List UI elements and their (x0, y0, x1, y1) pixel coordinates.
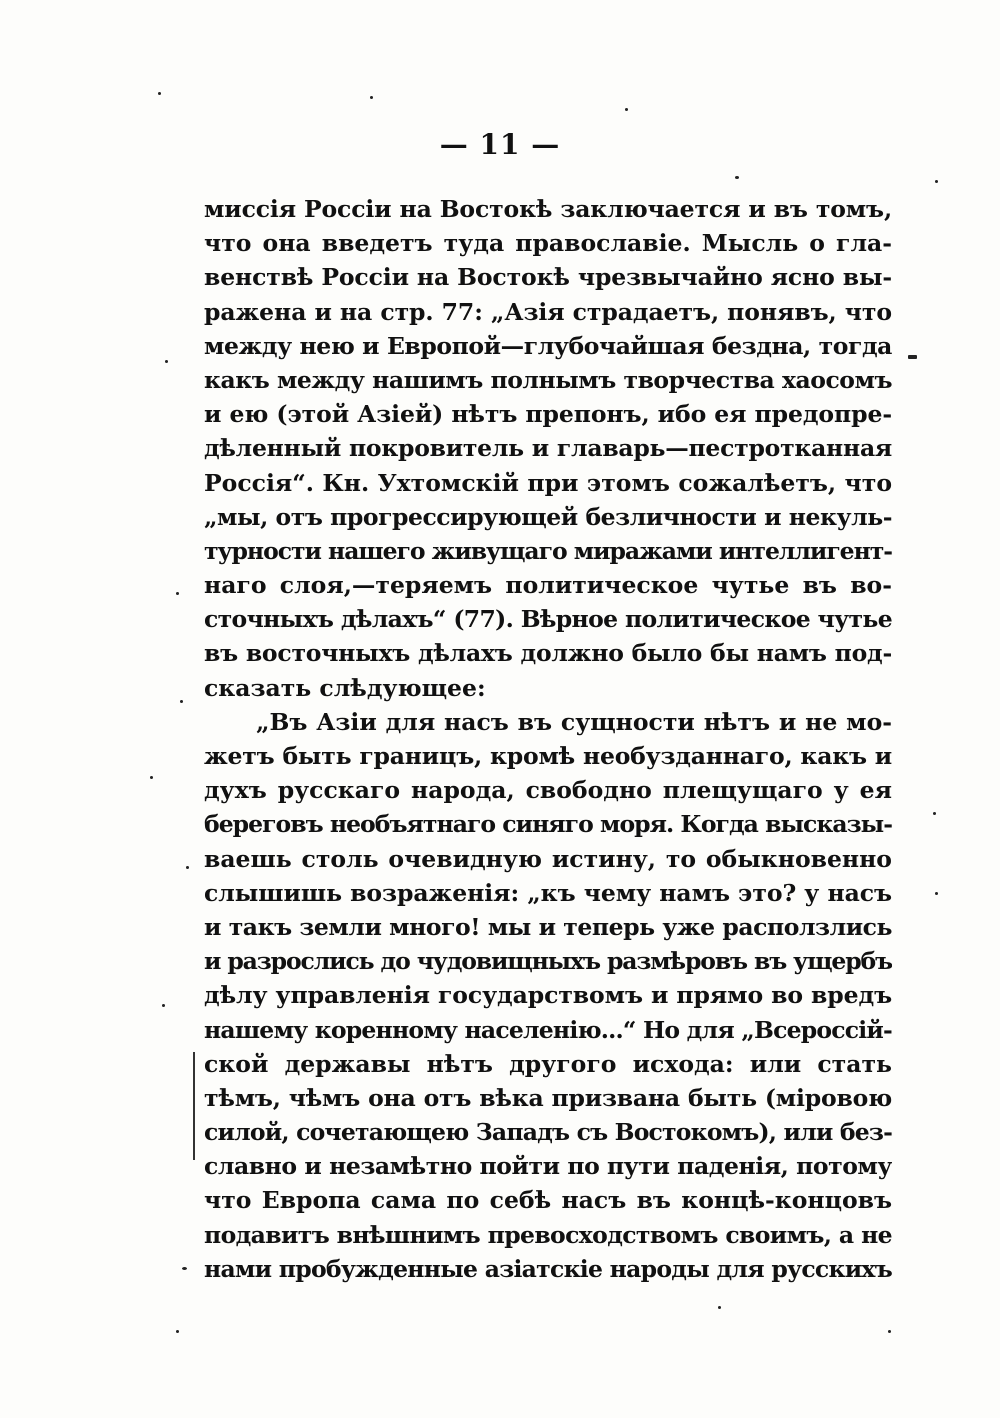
scan-speck (933, 812, 936, 815)
text-line: духъ русскаго народа, свободно плещущаго у ея (204, 776, 892, 805)
text-line: подавитъ внѣшнимъ превосходствомъ своимъ, а не (204, 1220, 892, 1249)
text-line: дѣленный покровитель и главарь—пестротканная (204, 434, 892, 463)
scan-speck (176, 592, 179, 595)
text-line: Россія“. Кн. Ухтомскій при этомъ сожалѣетъ, что (204, 468, 892, 497)
text-line: и ею (этой Азіей) нѣтъ препонъ, ибо ея предопре- (204, 400, 892, 429)
text-line: что она введетъ туда православіе. Мысль о гла- (204, 229, 892, 258)
text-line: славно и незамѣтно пойти по пути паденія, потому (204, 1152, 892, 1181)
scan-speck (935, 180, 938, 183)
scan-speck (370, 96, 373, 99)
scan-speck (625, 108, 628, 111)
scan-speck (718, 1306, 721, 1309)
scan-speck (158, 92, 161, 95)
text-line: что Европа сама по себѣ насъ въ концѣ-концовъ (204, 1186, 892, 1215)
text-line: береговъ необъятнаго синяго моря. Когда высказы- (204, 810, 892, 839)
text-line: въ восточныхъ дѣлахъ должно было бы намъ под- (204, 639, 892, 668)
text-line: между нею и Европой—глубочайшая бездна, тогда (204, 331, 892, 360)
scan-speck (888, 1330, 891, 1333)
text-line: тѣмъ, чѣмъ она отъ вѣка призвана быть (міровою (204, 1083, 892, 1112)
text-line: какъ между нашимъ полнымъ творчества хаосомъ (204, 365, 892, 394)
scan-speck (735, 176, 739, 179)
body-text (204, 192, 892, 1286)
scan-speck (935, 892, 938, 895)
text-line: миссія Россіи на Востокѣ заключается и въ томъ, (204, 195, 892, 223)
text-line: ваешь столь очевидную истину, то обыкновенно (204, 844, 892, 873)
margin-bracket-mark (193, 1052, 195, 1160)
text-line: сказать слѣдующее: (204, 673, 486, 702)
text-line: наго слоя,—теряемъ политическое чутье въ во- (204, 571, 892, 600)
text-line: венствѣ Россіи на Востокѣ чрезвычайно ясно вы- (204, 263, 892, 292)
text-line: ской державы нѣтъ другого исхода: или стать (204, 1049, 892, 1078)
scan-speck (162, 1004, 165, 1007)
text-line: нами пробужденные азіатскіе народы для русскихъ (204, 1254, 892, 1283)
text-line: сточныхъ дѣлахъ“ (77). Вѣрное политическое чутье (204, 605, 892, 634)
text-line: слышишь возраженія: „къ чему намъ это? у насъ (204, 878, 892, 907)
page-number: — 11 — (439, 128, 561, 161)
text-line: и такъ земли много! мы и теперь уже расползлись (204, 912, 892, 941)
scan-speck (150, 776, 153, 779)
scan-speck (180, 700, 183, 703)
text-line: дѣлу управленія государствомъ и прямо во вредъ (204, 981, 892, 1010)
scan-speck (182, 1267, 187, 1270)
text-line: жетъ быть границъ, кромѣ необузданнаго, какъ и (204, 742, 892, 770)
scan-speck (908, 355, 917, 359)
text-line: ражена и на стр. 77: „Азія страдаетъ, понявъ, что (204, 297, 892, 326)
scan-speck (186, 866, 189, 869)
scan-speck (176, 1330, 179, 1333)
text-line: нашему коренному населенію...“ Но для „Всероссій- (204, 1015, 892, 1044)
text-line: и разрослись до чудовищныхъ размѣровъ въ ущербъ (204, 947, 892, 976)
text-line: „мы, отъ прогрессирующей безличности и некуль- (204, 502, 892, 531)
text-line: „Въ Азіи для насъ въ сущности нѣтъ и не мо- (256, 707, 892, 736)
text-line: силой, сочетающею Западъ съ Востокомъ), или без- (204, 1118, 892, 1147)
text-line: турности нашего живущаго миражами интеллигент- (204, 536, 892, 565)
scan-speck (165, 360, 168, 363)
